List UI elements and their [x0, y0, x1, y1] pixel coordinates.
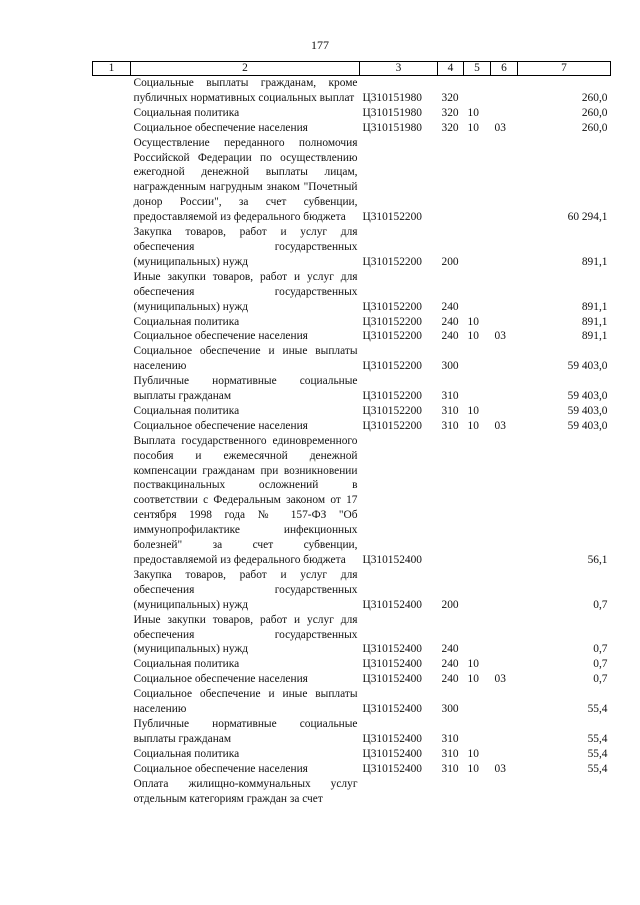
expense-type-code: 200: [441, 598, 459, 611]
amount: 60 294,1: [567, 211, 608, 224]
subsection-code: [491, 225, 518, 270]
target-article-code: Ц310152200: [362, 255, 422, 268]
expense-type-code: 300: [441, 703, 459, 716]
section-code: [464, 717, 491, 747]
subsection-code: 03: [494, 419, 506, 432]
row-number-cell: [93, 717, 131, 747]
column-header: 7: [518, 62, 611, 76]
subsection-code: [491, 747, 518, 762]
subsection-code: [491, 777, 518, 807]
table-row: [93, 329, 611, 344]
subsection-code: [491, 136, 518, 225]
row-number-cell: [93, 136, 131, 225]
amount: 891,1: [581, 255, 608, 268]
amount: 55,4: [587, 747, 608, 760]
table-row: [93, 270, 611, 315]
table-row: [93, 747, 611, 762]
target-article-code: Ц310152200: [362, 360, 422, 373]
item-name: Социальное обеспечение населения: [133, 419, 308, 432]
target-article-code: Ц310152400: [362, 762, 422, 775]
row-number-cell: [93, 374, 131, 404]
row-number-cell: [93, 419, 131, 434]
section-code: [464, 687, 491, 717]
item-name: Иные закупки товаров, работ и услуг для обеспечения государственных (муниципальных) нужд: [133, 613, 358, 656]
table-row: [93, 717, 611, 747]
subsection-code: [491, 106, 518, 121]
item-name: Иные закупки товаров, работ и услуг для обеспечения государственных (муниципальных) нужд: [133, 270, 358, 313]
section-code: 10: [467, 106, 479, 119]
subsection-code: 03: [494, 330, 506, 343]
amount: 260,0: [581, 91, 608, 104]
subsection-code: [491, 374, 518, 404]
expense-type-code: 310: [441, 419, 459, 432]
amount: 59 403,0: [567, 360, 608, 373]
section-code: [464, 344, 491, 374]
table-row: [93, 672, 611, 687]
amount: 0,7: [593, 598, 608, 611]
item-name: Социальное обеспечение населения: [133, 330, 308, 343]
budget-table: [92, 61, 611, 806]
amount: 59 403,0: [567, 390, 608, 403]
subsection-code: 03: [494, 762, 506, 775]
header-row: [93, 62, 611, 76]
row-number-cell: [93, 672, 131, 687]
item-name: Выплата государственного единовременного пособия и ежемесячной денежной компенсации гражданам при возникновении поствакцинальных осложнений в соответствии с Федеральным законом от 17 сентября 1998 года № 157-ФЗ "Об иммунопрофилактике инфекционных болезней" за счет субвенции, предоставляемой из федерального бюджета: [133, 434, 358, 566]
expense-type-code: 240: [441, 300, 459, 313]
target-article-code: Ц310152200: [362, 419, 422, 432]
subsection-code: 03: [494, 121, 506, 134]
row-number-cell: [93, 225, 131, 270]
row-number-cell: [93, 315, 131, 330]
section-code: [464, 434, 491, 568]
subsection-code: [491, 613, 518, 658]
target-article-code: Ц310152400: [362, 732, 422, 745]
expense-type-code: 310: [441, 762, 459, 775]
subsection-code: [491, 404, 518, 419]
target-article-code: Ц310152400: [362, 643, 422, 656]
row-number-cell: [93, 568, 131, 613]
expense-type-code: 240: [441, 658, 459, 671]
page-number: 177: [311, 38, 329, 52]
expense-type-code: 240: [441, 330, 459, 343]
row-number-cell: [93, 344, 131, 374]
expense-type-code: 300: [441, 360, 459, 373]
amount: 260,0: [581, 106, 608, 119]
subsection-code: [491, 568, 518, 613]
table-row: [93, 225, 611, 270]
amount: 59 403,0: [567, 419, 608, 432]
amount: 59 403,0: [567, 404, 608, 417]
section-code: [464, 613, 491, 658]
row-number-cell: [93, 747, 131, 762]
row-number-cell: [93, 434, 131, 568]
expense-type-code: 200: [441, 255, 459, 268]
amount: 891,1: [581, 300, 608, 313]
item-name: Закупка товаров, работ и услуг для обеспечения государственных (муниципальных) нужд: [133, 226, 358, 268]
table-row: [93, 687, 611, 717]
section-code: [464, 225, 491, 270]
row-number-cell: [93, 270, 131, 315]
target-article-code: Ц310152400: [362, 673, 422, 686]
item-name: Социальное обеспечение населения: [133, 121, 308, 134]
expense-type-code: [438, 136, 464, 225]
column-header: 6: [491, 62, 518, 76]
target-article-code: Ц310152400: [362, 598, 422, 611]
expense-type-code: 320: [441, 106, 459, 119]
target-article-code: Ц310152200: [362, 330, 422, 343]
subsection-code: [491, 657, 518, 672]
target-article-code: [360, 777, 438, 807]
subsection-code: [491, 344, 518, 374]
table-row: [93, 568, 611, 613]
subsection-code: [491, 270, 518, 315]
amount: 891,1: [581, 315, 608, 328]
table-row: [93, 404, 611, 419]
column-header: 5: [464, 62, 491, 76]
target-article-code: Ц310152400: [362, 703, 422, 716]
column-header: 4: [438, 62, 464, 76]
table-row: [93, 136, 611, 225]
table-row: [93, 657, 611, 672]
item-name: Публичные нормативные социальные выплаты гражданам: [133, 717, 358, 745]
item-name: Социальная политика: [133, 106, 240, 119]
section-code: 10: [467, 404, 479, 417]
expense-type-code: 310: [441, 732, 459, 745]
amount: 55,4: [587, 762, 608, 775]
item-name: Социальное обеспечение населения: [133, 673, 308, 686]
amount: 56,1: [587, 554, 608, 566]
item-name: Осуществление переданного полномочия Российской Федерации по осуществлению ежегодной денежной выплаты лицам, награжденным нагрудным знаком "Почетный донор России", за счет субвенции, предоставляемой из федерального бюджета: [133, 136, 358, 224]
table-row: [93, 777, 611, 807]
section-code: 10: [467, 315, 479, 328]
target-article-code: Ц310151980: [362, 91, 422, 104]
table-row: [93, 613, 611, 658]
target-article-code: Ц310151980: [362, 121, 422, 134]
item-name: Закупка товаров, работ и услуг для обеспечения государственных (муниципальных) нужд: [133, 568, 358, 611]
table-row: [93, 374, 611, 404]
subsection-code: [491, 315, 518, 330]
item-name: Социальная политика: [133, 747, 240, 760]
section-code: [464, 568, 491, 613]
expense-type-code: 320: [441, 91, 459, 104]
table-row: [93, 434, 611, 568]
amount: 0,7: [593, 673, 608, 686]
subsection-code: [491, 687, 518, 717]
section-code: [464, 374, 491, 404]
expense-type-code: [438, 777, 464, 807]
target-article-code: Ц310152400: [362, 554, 422, 566]
target-article-code: Ц310152200: [362, 404, 422, 417]
target-article-code: Ц310152200: [362, 390, 422, 403]
amount: 0,7: [593, 658, 608, 671]
expense-type-code: 240: [441, 643, 459, 656]
table-row: [93, 121, 611, 136]
table-header: [93, 62, 611, 76]
amount: 891,1: [581, 330, 608, 343]
subsection-code: 03: [494, 673, 506, 686]
section-code: 10: [467, 673, 479, 686]
item-name: Социальное обеспечение и иные выплаты населению: [133, 688, 358, 716]
table-body: [93, 76, 611, 807]
expense-type-code: [438, 434, 464, 568]
target-article-code: Ц310152200: [362, 211, 422, 224]
amount: [518, 777, 611, 807]
section-code: [464, 777, 491, 807]
item-name: Публичные нормативные социальные выплаты гражданам: [133, 375, 358, 403]
amount: 0,7: [593, 643, 608, 656]
section-code: 10: [467, 747, 479, 760]
expense-type-code: 240: [441, 673, 459, 686]
target-article-code: Ц310151980: [362, 106, 422, 119]
row-number-cell: [93, 76, 131, 106]
target-article-code: Ц310152400: [362, 747, 422, 760]
section-code: 10: [467, 762, 479, 775]
column-header: 2: [131, 62, 360, 76]
expense-type-code: 240: [441, 315, 459, 328]
row-number-cell: [93, 777, 131, 807]
row-number-cell: [93, 329, 131, 344]
table-row: [93, 76, 611, 106]
section-code: 10: [467, 121, 479, 134]
row-number-cell: [93, 657, 131, 672]
expense-type-code: 320: [441, 121, 459, 134]
item-name: Социальная политика: [133, 315, 240, 328]
section-code: 10: [467, 330, 479, 343]
section-code: [464, 136, 491, 225]
section-code: [464, 76, 491, 106]
column-header: 3: [360, 62, 438, 76]
expense-type-code: 310: [441, 747, 459, 760]
row-number-cell: [93, 613, 131, 658]
section-code: 10: [467, 419, 479, 432]
expense-type-code: 310: [441, 404, 459, 417]
item-name: Социальное обеспечение населения: [133, 762, 308, 775]
amount: 55,4: [587, 703, 608, 716]
item-name: Социальное обеспечение и иные выплаты населению: [133, 345, 358, 373]
target-article-code: Ц310152200: [362, 315, 422, 328]
item-name: Социальные выплаты гражданам, кроме публичных нормативных социальных выплат: [133, 77, 358, 104]
table-row: [93, 106, 611, 121]
row-number-cell: [93, 121, 131, 136]
subsection-code: [491, 717, 518, 747]
item-name: Социальная политика: [133, 658, 240, 671]
section-code: [464, 270, 491, 315]
item-name: Социальная политика: [133, 404, 240, 417]
target-article-code: Ц310152200: [362, 300, 422, 313]
subsection-code: [491, 76, 518, 106]
subsection-code: [491, 434, 518, 568]
table-row: [93, 315, 611, 330]
section-code: 10: [467, 658, 479, 671]
amount: 260,0: [581, 121, 608, 134]
table-row: [93, 762, 611, 777]
amount: 55,4: [587, 732, 608, 745]
item-name: Оплата жилищно-коммунальных услуг отдельным категориям граждан за счет: [133, 777, 358, 805]
row-number-cell: [93, 106, 131, 121]
target-article-code: Ц310152400: [362, 658, 422, 671]
row-number-cell: [93, 404, 131, 419]
expense-type-code: 310: [441, 390, 459, 403]
row-number-cell: [93, 762, 131, 777]
table-row: [93, 344, 611, 374]
column-header: 1: [93, 62, 131, 76]
row-number-cell: [93, 687, 131, 717]
table-row: [93, 419, 611, 434]
